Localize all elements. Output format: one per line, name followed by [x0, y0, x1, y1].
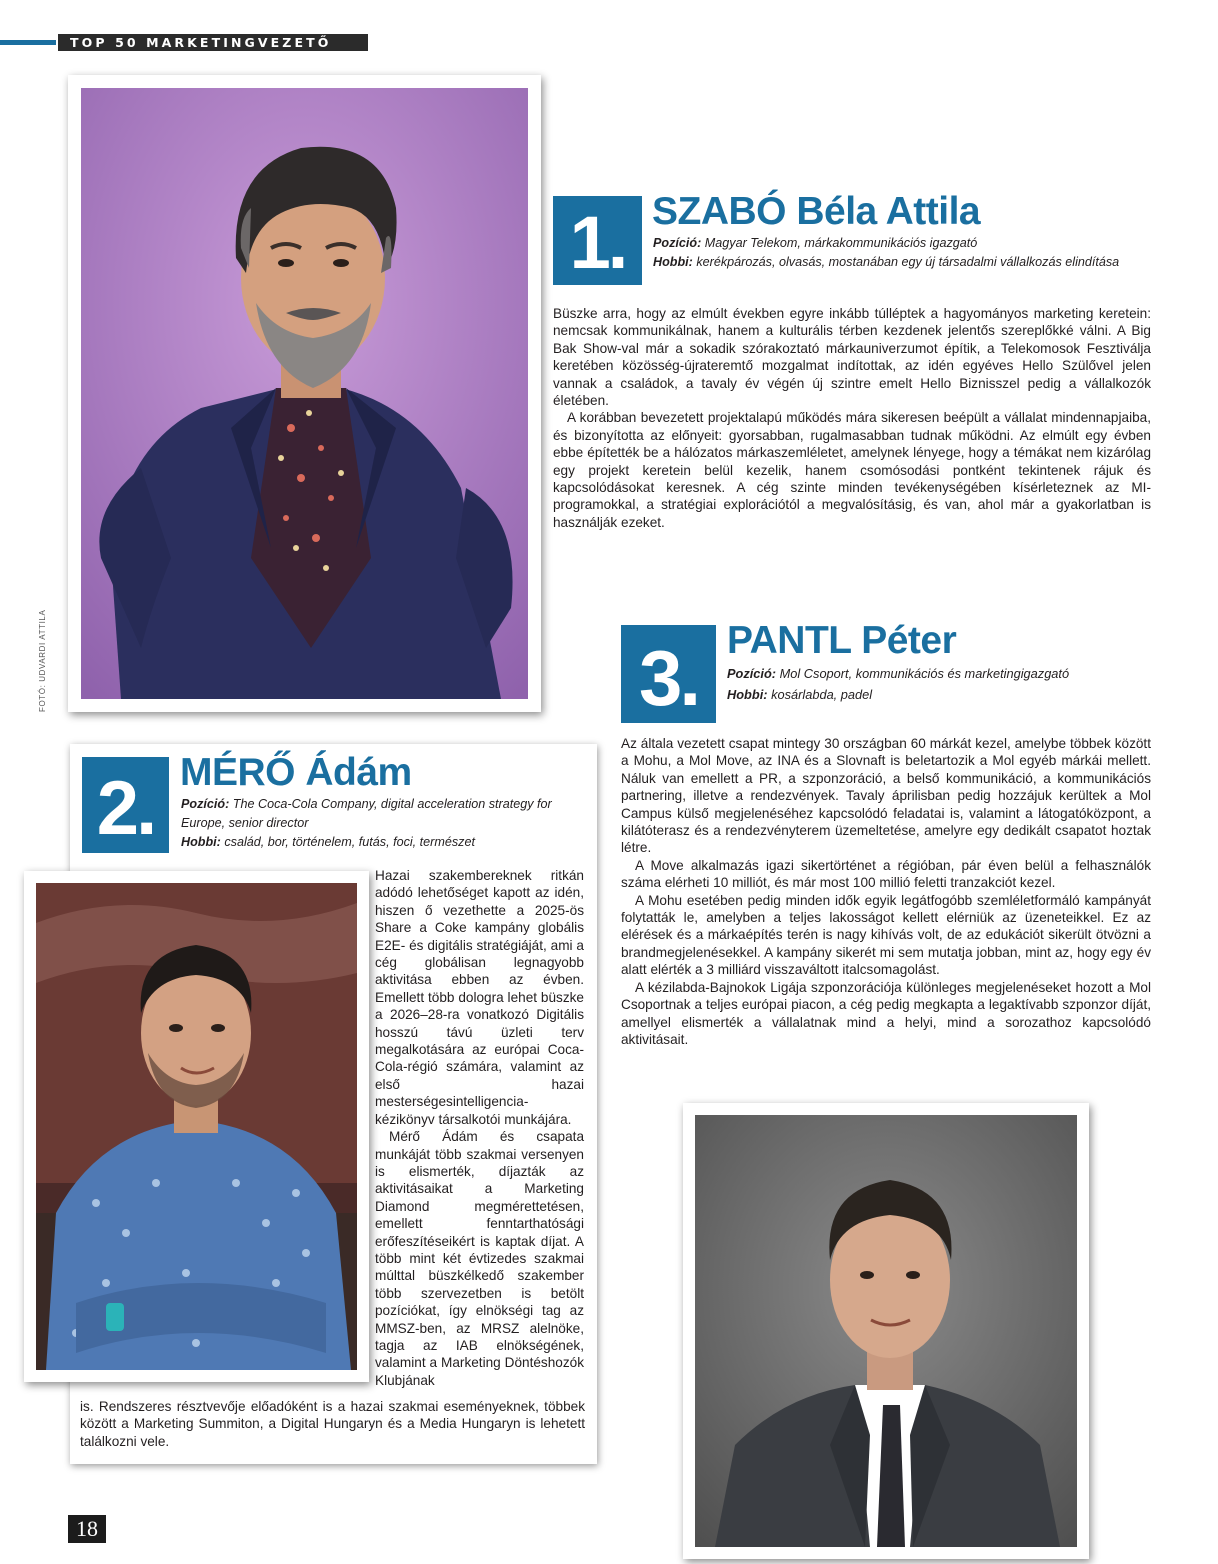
- rank-badge-2: [82, 757, 169, 853]
- paragraph: A Move alkalmazás igazi sikertörténet a régióban, pár éven belül a felhasználók száma elérheti 10 milliót, és már most 100 millió feletti tranzakciót kezel.: [621, 857, 1151, 891]
- rank-number-2: 2.: [96, 766, 155, 851]
- position-value: Magyar Telekom, márkakommunikációs igazgató: [704, 236, 978, 250]
- position-value: The Coca-Cola Company, digital acceleration strategy for Europe, senior director: [181, 797, 552, 830]
- hobby-label: Hobbi:: [181, 835, 221, 849]
- person-name-pantl: PANTL Péter: [727, 619, 957, 662]
- section-title: TOP 50 MARKETINGVEZETŐ: [70, 35, 332, 50]
- paragraph: A Mohu esetében pedig minden idők egyik legátfogóbb szemléletformáló kampányát folytatták le, amelyben a teljes lakosságot kellett elérniük az üzeneteikkel. Ez az elérések és a márkaépítés terén is nagy kihívás volt, de az edukációt sikerült ötvözni a brandmegjelenésekkel. A kampány sikerét mi sem mutatja jobban, mint az, hogy egy év alatt elérték a 3 milliárd visszaváltott italcsomagolást.: [621, 892, 1151, 978]
- position-value: Mol Csoport, kommunikációs és marketingigazgató: [779, 666, 1070, 681]
- page-number: 18: [68, 1515, 106, 1543]
- person-name-szabo: SZABÓ Béla Attila: [652, 190, 981, 233]
- paragraph: Az általa vezetett csapat mintegy 30 országban 60 márkát kezel, amelybe többek között a Mohu, a Mol Move, az INA és a Slovnaft is beletartozik a Mol egyéb márkái mellett. Náluk van emellett a PR, a szponzoráció, a belső kommunikáció, a kommunikációs partnering, illetve a rendezvények. Tavaly áprilisban pedig hozzájuk kerültek a Mol Campus külső megjelenéséhez kapcsolódó feladatai is, valamint a látogatóközpont, a kilátóterasz és a rendezvényterem üzemeltetése, amelyre egy dedikált csapatot hoztak létre.: [621, 736, 1151, 856]
- position-label: Pozíció:: [727, 666, 777, 681]
- photo-credit: FOTÓ: UDVARDI ATTILA: [38, 609, 47, 712]
- photo-frame-mero: [24, 871, 369, 1382]
- rank-badge-3: [621, 625, 716, 723]
- article-text-pantl: [621, 735, 1151, 1048]
- paragraph: Hazai szakembereknek ritkán adódó lehetőséget kapott az idén, hiszen ő vezethette a 2025-ös Share a Coke kampány globális E2E- és digitális stratégiáját, ami a cég globálisan legnagyobb aktivitása ebben az évben. Emellett több dologra lehet büszke a 2026–28-ra vonatkozó Digitális hosszú távú üzleti terv megalkotására az európai Coca-Cola-régió számára, valamint az első hazai mesterségesintelligencia-kézikönyv társalkotói munkájára.: [375, 868, 584, 1127]
- position-label: Pozíció:: [653, 236, 702, 250]
- hobby-value: család, bor, történelem, futás, foci, természet: [224, 835, 475, 849]
- header-accent-line: [0, 40, 56, 45]
- portrait-photo-mero: [36, 883, 357, 1370]
- paragraph: A kézilabda-Bajnokok Ligája szponzorációja különleges megjelenéseket hozott a Mol Csoportnak a teljes európai piacon, a cég pedig megkapta a legaktívabb szponzor díját, amellyel elismerték a vállalatnak mind a helyi, mind a sorozathoz kapcsolódó aktivitásait.: [621, 979, 1151, 1047]
- rank-number-1: 1.: [569, 201, 626, 284]
- article-text-mero-tail: [80, 1398, 585, 1450]
- article-text-mero-side: [375, 867, 584, 1389]
- paragraph: A korábban bevezetett projektalapú működés mára sikeresen beépült a vállalat mindennapjaiba, és bizonyította az előnyeit: gyorsabban, rugalmasabban tudnak működni. Az elmúlt egy évben ebbe építették be a hálózatos márkaszemléletet, amelynek lényege, hogy a témákat nem kizárólag egy projekt keretein belül kezelik, hanem csomósodási pontként tekintenek rájuk és kapcsolódásokat keresnek. A cég szinte minden tevékenységében kísérleteznek az MI-programokkal, a stratégiai explorációtól a megvalósításig, és van, ahol már a gyakorlatban is használják ezeket.: [553, 410, 1151, 530]
- paragraph: Mérő Ádám és csapata munkáját több szakmai versenyen is elismerték, díjazták az aktivitásaikat a Marketing Diamond megmérettetésen, emellett fenntarthatósági erőfeszítéseikért is kaptak díjat. A több mint két évtizedes szakmai múlttal büszkélkedő szakember több szervezetben is betölt pozíciókat, így elnökségi tag az MMSZ-ben, az MRSZ alelnöke, tagja az IAB elnökségének, valamint a Marketing Döntéshozók Klubjának: [375, 1129, 584, 1388]
- person-meta-szabo: [653, 234, 1173, 272]
- position-label: Pozíció:: [181, 797, 230, 811]
- rank-number-3: 3.: [638, 634, 699, 722]
- photo-frame-szabo: [68, 75, 541, 712]
- portrait-photo-szabo: [81, 88, 528, 699]
- person-name-mero: MÉRŐ Ádám: [180, 751, 412, 794]
- paragraph: is. Rendszeres résztvevője előadóként is a hazai szakmai eseményeknek, többek között a Marketing Summiton, a Digital Hungaryn és a Media Hungaryn is lehetett találkozni vele.: [80, 1399, 585, 1449]
- hobby-label: Hobbi:: [653, 255, 693, 269]
- person-meta-mero: [181, 795, 581, 852]
- hobby-value: kosárlabda, padel: [771, 687, 873, 702]
- person-meta-pantl: [727, 663, 1157, 705]
- rank-badge-1: [553, 196, 642, 285]
- paragraph: Büszke arra, hogy az elmúlt években egyre inkább túlléptek a hagyományos marketing keretein: nemcsak kommunikálnak, hanem a kulturális térben kezdenek jelentős szereplőkké válni. A Big Bak Show-val már a sokadik szórakoztató márkauniverzumot építik, a Telekomosok Fesztiválja keretében közösség-újrateremtő mozgalmat indítottak, az idén egyéves Hello Szülővel jelen vannak a családok, a tavaly év végén új szintre emelt Hello Biznisszel pedig a vállalkozók életében.: [553, 306, 1151, 409]
- article-text-szabo: [553, 305, 1151, 531]
- photo-frame-pantl: [683, 1103, 1089, 1559]
- hobby-value: kerékpározás, olvasás, mostanában egy új társadalmi vállalkozás elindítása: [696, 255, 1120, 269]
- hobby-label: Hobbi:: [727, 687, 768, 702]
- portrait-photo-pantl: [695, 1115, 1077, 1547]
